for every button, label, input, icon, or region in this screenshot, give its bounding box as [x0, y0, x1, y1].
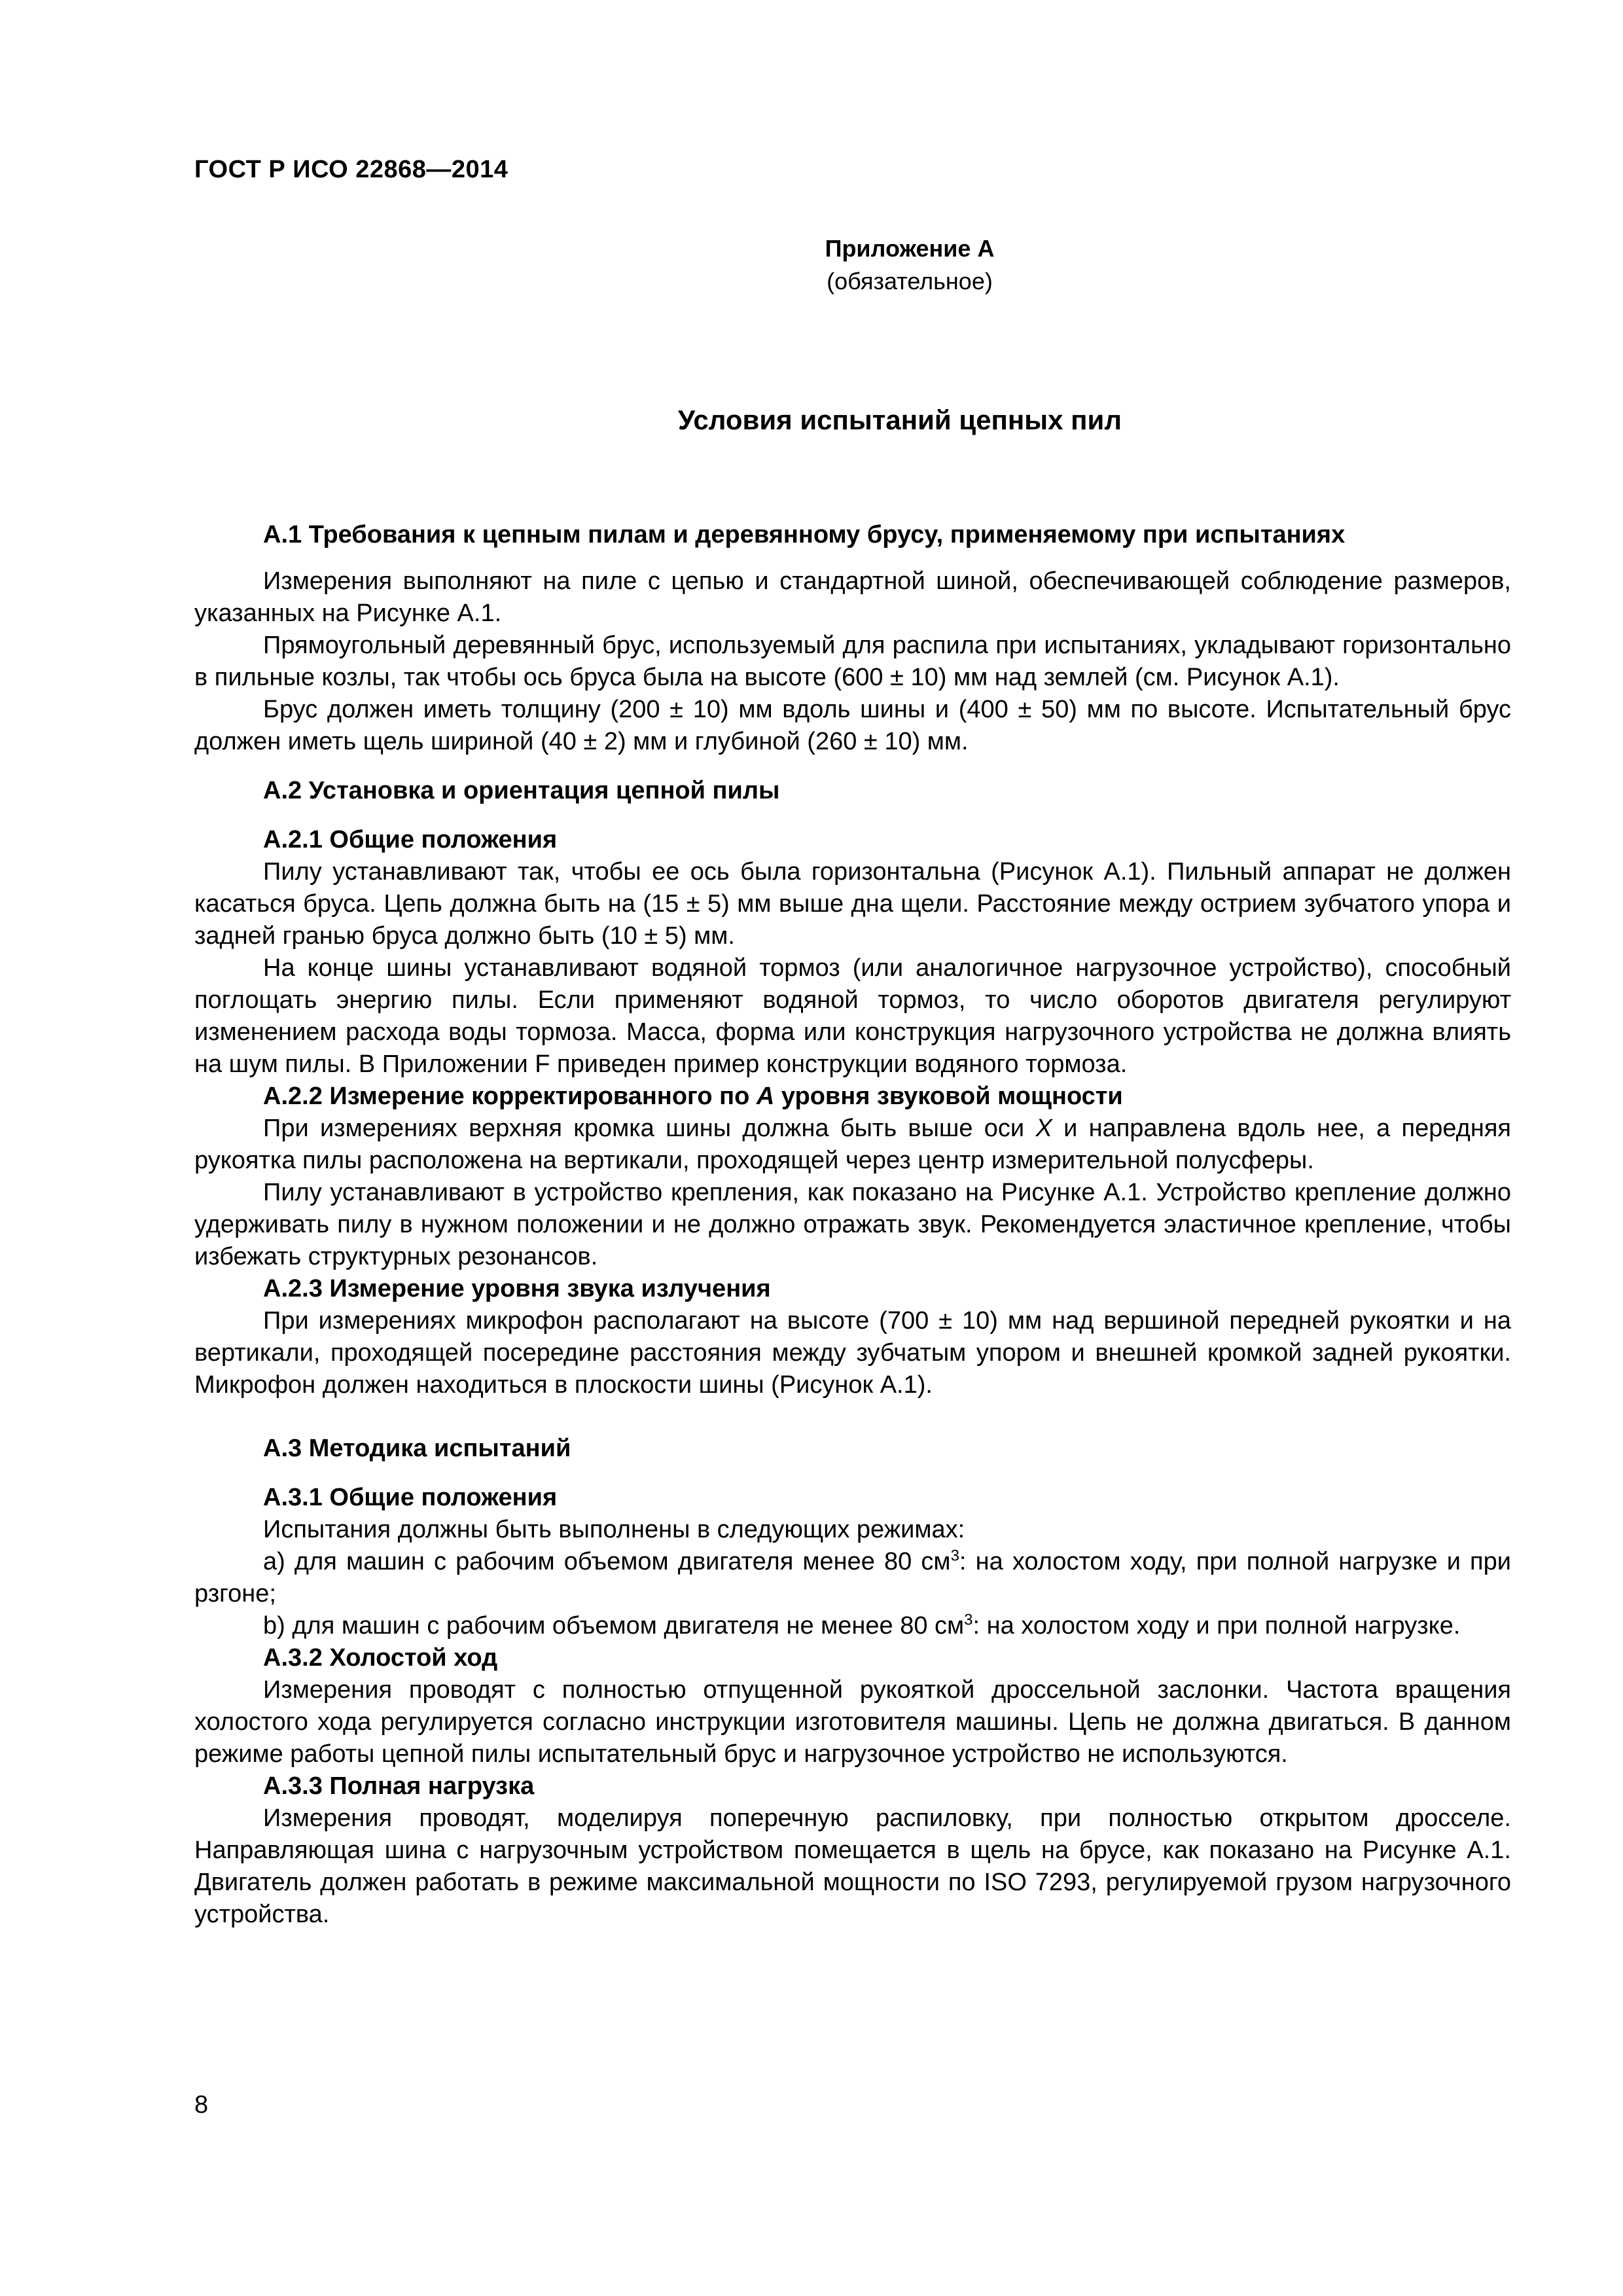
- section-a33-heading: А.3.3 Полная нагрузка: [263, 1772, 535, 1800]
- document-body: [194, 519, 1511, 1931]
- paragraph: Измерения выполняют на пиле с цепью и стандартной шиной, обеспечивающей соблюдение размеров, указанных на Рисунке А.1.: [194, 567, 1511, 627]
- standard-header: ГОСТ Р ИСО 22868—2014: [194, 156, 508, 183]
- paragraph: Пилу устанавливают так, чтобы ее ось была горизонтальна (Рисунок А.1). Пильный аппарат не должен касаться бруса. Цепь должна быть на (15 ± 5) мм выше дна щели. Расстояние между острием зубчатого упора и задней гранью бруса должно быть (10 ± 5) мм.: [194, 858, 1511, 950]
- paragraph-text: и направлена вдоль нее, а передняя рукоятка пилы расположена на вертикали, проходящей через центр измерительной полусферы.: [194, 1115, 1511, 1174]
- page-number: 8: [194, 2091, 209, 2119]
- section-a3-heading: А.3 Методика испытаний: [263, 1435, 571, 1462]
- paragraph: Брус должен иметь толщину (200 ± 10) мм вдоль шины и (400 ± 50) мм по высоте. Испытательный брус должен иметь щель шириной (40 ± 2) мм и глубиной (260 ± 10) мм.: [194, 696, 1511, 755]
- paragraph-text: При измерениях верхняя кромка шины должна быть выше оси: [263, 1115, 1036, 1142]
- main-title: Условия испытаний цепных пил: [677, 404, 1122, 435]
- section-a21-heading: А.2.1 Общие положения: [263, 826, 558, 853]
- section-a31-heading: А.3.1 Общие положения: [263, 1484, 558, 1511]
- list-item-text: a) для машин с рабочим объемом двигателя менее 80 см: [263, 1548, 951, 1575]
- list-item-a: [194, 1546, 1511, 1610]
- section-a2-heading: А.2 Установка и ориентация цепной пилы: [263, 777, 780, 804]
- heading-text: А.2.2 Измерение корректированного по: [263, 1083, 757, 1110]
- section-a23-heading: А.2.3 Измерение уровня звука излучения: [263, 1275, 771, 1302]
- annex-title: Приложение А: [825, 235, 995, 262]
- list-item-b: [194, 1610, 1511, 1642]
- paragraph: На конце шины устанавливают водяной тормоз (или аналогичное нагрузочное устройство), способный поглощать энергию пилы. Если применяют водяной тормоз, то число оборотов двигателя регулируют изменением расхода воды тормоза. Масса, форма или конструкция нагрузочного устройства не должна влиять на шум пилы. В Приложении F приведен пример конструкции водяного тормоза.: [194, 954, 1511, 1078]
- annex-type: (обязательное): [827, 268, 993, 295]
- paragraph: Пилу устанавливают в устройство крепления, как показано на Рисунке А.1. Устройство крепление должно удерживать пилу в нужном положении и не должно отражать звук. Рекомендуется эластичное крепление, чтобы избежать структурных резонансов.: [194, 1179, 1511, 1270]
- paragraph: [194, 1113, 1511, 1177]
- paragraph: Испытания должны быть выполнены в следующих режимах:: [263, 1516, 965, 1543]
- annex-block: [0, 232, 1623, 298]
- list-item-text: : на холостом ходу и при полной нагрузке.: [972, 1612, 1461, 1640]
- paragraph: При измерениях микрофон располагают на высоте (700 ± 10) мм над вершиной передней рукоятки и на вертикали, проходящей посередине расстояния между зубчатым упором и внешней кромкой задней рукоятки. Микрофон должен находиться в плоскости шины (Рисунок А.1).: [194, 1307, 1511, 1399]
- superscript: 3: [950, 1547, 959, 1565]
- paragraph: Измерения проводят, моделируя поперечную распиловку, при полностью открытом дросселе. Направляющая шина с нагрузочным устройством помещается в щель на брусе, как показано на Рисунке А.1. Двигатель должен работать в режиме максимальной мощности по ISO 7293, регулируемой грузом нагрузочного устройства.: [194, 1804, 1511, 1928]
- list-item-text: b) для машин с рабочим объемом двигателя не менее 80 см: [263, 1612, 965, 1640]
- superscript: 3: [964, 1611, 973, 1629]
- paragraph: Прямоугольный деревянный брус, используемый для распила при испытаниях, укладывают горизонтально в пильные козлы, так чтобы ось бруса была на высоте (600 ± 10) мм над землей (см. Рисунок А.1).: [194, 632, 1511, 691]
- list-item-text: : на холостом ходу, при полной нагрузке и при рзгоне;: [194, 1548, 1511, 1607]
- section-a32-heading: А.3.2 Холостой ход: [263, 1644, 498, 1672]
- heading-text: уровня звуковой мощности: [774, 1083, 1123, 1110]
- section-a1-heading: А.1 Требования к цепным пилам и деревянному брусу, применяемому при испытаниях: [263, 521, 1346, 548]
- section-a22-heading: [194, 1081, 1511, 1113]
- paragraph: Измерения проводят с полностью отпущенной рукояткой дроссельной заслонки. Частота вращения холостого хода регулируется согласно инструкции изготовителя машины. Цепь не должна двигаться. В данном режиме работы цепной пилы испытательный брус и нагрузочное устройство не используются.: [194, 1676, 1511, 1768]
- axis-symbol: X: [1035, 1115, 1052, 1142]
- heading-italic-symbol: A: [756, 1083, 775, 1110]
